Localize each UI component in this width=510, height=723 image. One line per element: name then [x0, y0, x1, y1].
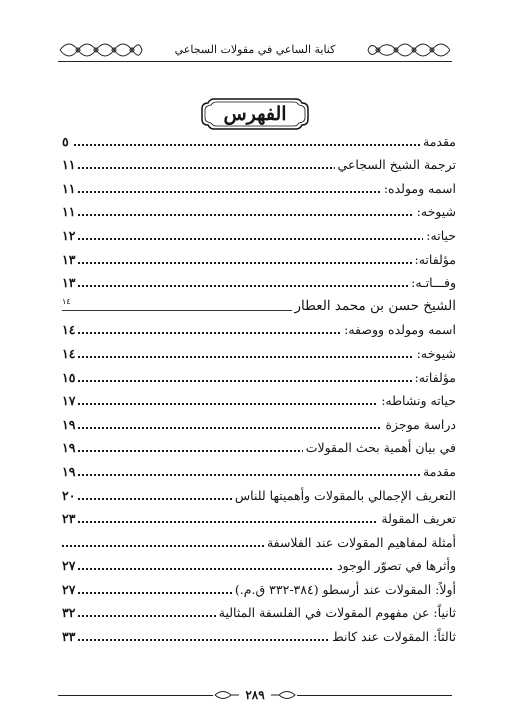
toc-entry-label: اسمه ومولده ووصفه: [341, 321, 456, 338]
dot-leader [62, 474, 456, 476]
toc-entry [62, 482, 456, 506]
running-title: كناية الساعي في مقولات السجاعي [174, 43, 336, 56]
toc-entry-page: ٢٣ [62, 510, 78, 527]
toc-entry-page: ١٩ [62, 416, 78, 433]
toc-entry-page: ١٣ [62, 251, 78, 268]
running-header [58, 38, 452, 64]
toc-entry [62, 411, 456, 435]
toc-entry [62, 458, 456, 482]
toc-entry-label: وأثرها في تصوّر الوجود [334, 557, 456, 574]
toc-entry-page: ١١ [62, 156, 78, 173]
dot-leader [62, 214, 456, 216]
toc-entry-page: ٢٠ [62, 487, 78, 504]
footer-rule-left [58, 695, 213, 696]
toc-entry-page: ١٩ [62, 439, 78, 456]
toc-entry-page: ١٥ [62, 369, 78, 386]
toc-entry [62, 152, 456, 176]
toc-entry [62, 623, 456, 647]
toc-entry [62, 317, 456, 341]
toc-entry-page: ١٣ [62, 274, 78, 291]
toc-entry-label: شيوخه: [414, 203, 456, 220]
dot-leader [62, 380, 456, 382]
toc-entry-label: تعريف المقولة [378, 510, 456, 527]
toc-entry-page: ١٤ [62, 293, 74, 310]
page-number-frame [213, 686, 297, 704]
toc-entry-page: ١٧ [62, 392, 78, 409]
toc-entry [62, 293, 456, 317]
toc-entry-label: التعريف الإجمالي بالمقولات وأهميتها للناس [232, 487, 456, 504]
dot-leader [62, 144, 456, 146]
toc-entry-label: شيوخه: [414, 345, 456, 362]
toc-entry-label: الشيخ حسن بن محمد العطار [292, 298, 456, 315]
page-footer [58, 685, 452, 705]
dot-leader [62, 356, 456, 358]
toc-entry [62, 175, 456, 199]
toc-entry [62, 364, 456, 388]
toc-entry [62, 270, 456, 294]
toc-entry [62, 529, 456, 553]
toc-entry [62, 246, 456, 270]
header-rule [58, 61, 452, 62]
toc-entry-label: دراسة موجزة [382, 416, 456, 433]
toc-entry [62, 600, 456, 624]
toc-entry-page: ٢٧ [62, 557, 78, 574]
toc-entry-label: مقدمة [420, 133, 456, 150]
toc-entry-page: ١٤ [62, 345, 78, 362]
toc-entry-page: ٢٧ [62, 581, 78, 598]
dot-leader [62, 262, 456, 264]
toc-entry-label: ثانياً: عن مفهوم المقولات في الفلسفة المثالية [216, 604, 456, 621]
toc-entry [62, 576, 456, 600]
toc-entry [62, 506, 456, 530]
toc-entry-label: اسمه ومولده: [381, 180, 456, 197]
toc-entry-page: ٥ [62, 133, 72, 150]
toc-entry-page: ١٢ [62, 227, 78, 244]
toc-entry-label: مقدمة [420, 463, 456, 480]
toc-entry-page: ١١ [62, 180, 78, 197]
toc-entry-page: ١١ [62, 203, 78, 220]
toc-entry-label: أمثلة لمفاهيم المقولات عند الفلاسفة [264, 534, 456, 551]
toc-entry-page: ٣٢ [62, 604, 78, 621]
toc-entry-page: ٣٣ [62, 628, 78, 645]
ornament-right-icon [366, 41, 452, 59]
toc-entry-label: وفـــاتـه: [408, 274, 456, 291]
toc-entry [62, 388, 456, 412]
toc-entry-label: في بيان أهمية بحث المقولات [303, 439, 456, 456]
toc-entry-label: أولاً: المقولات عند أرسطو (٣٨٤-٣٣٢ ق.م.) [232, 581, 456, 598]
toc-entry-label: مؤلفاته: [412, 369, 457, 386]
toc-entry-label: مؤلفاته: [412, 251, 457, 268]
page-number: ٢٨٩ [245, 688, 265, 702]
toc-entry [62, 128, 456, 152]
toc-entry-label: حياته ونشاطه: [378, 392, 456, 409]
toc-entry-page: ١٤ [62, 321, 78, 338]
ornament-left-icon [58, 41, 144, 59]
toc-title-frame [200, 97, 310, 131]
toc-entry [62, 222, 456, 246]
footer-rule-right [297, 695, 452, 696]
toc-entry [62, 553, 456, 577]
toc-entry-label: حياته: [423, 227, 456, 244]
toc-title: الفهرس [223, 103, 287, 125]
toc-entry [62, 340, 456, 364]
toc-entry-label: ثالثاً: المقولات عند كانط [329, 628, 456, 645]
dot-leader [62, 238, 456, 240]
toc-entry [62, 435, 456, 459]
toc-entry-page: ١٩ [62, 463, 78, 480]
toc-entry-label: ترجمة الشيخ السجاعي [335, 156, 456, 173]
table-of-contents [62, 128, 456, 647]
dot-leader [62, 285, 456, 287]
toc-entry [62, 199, 456, 223]
